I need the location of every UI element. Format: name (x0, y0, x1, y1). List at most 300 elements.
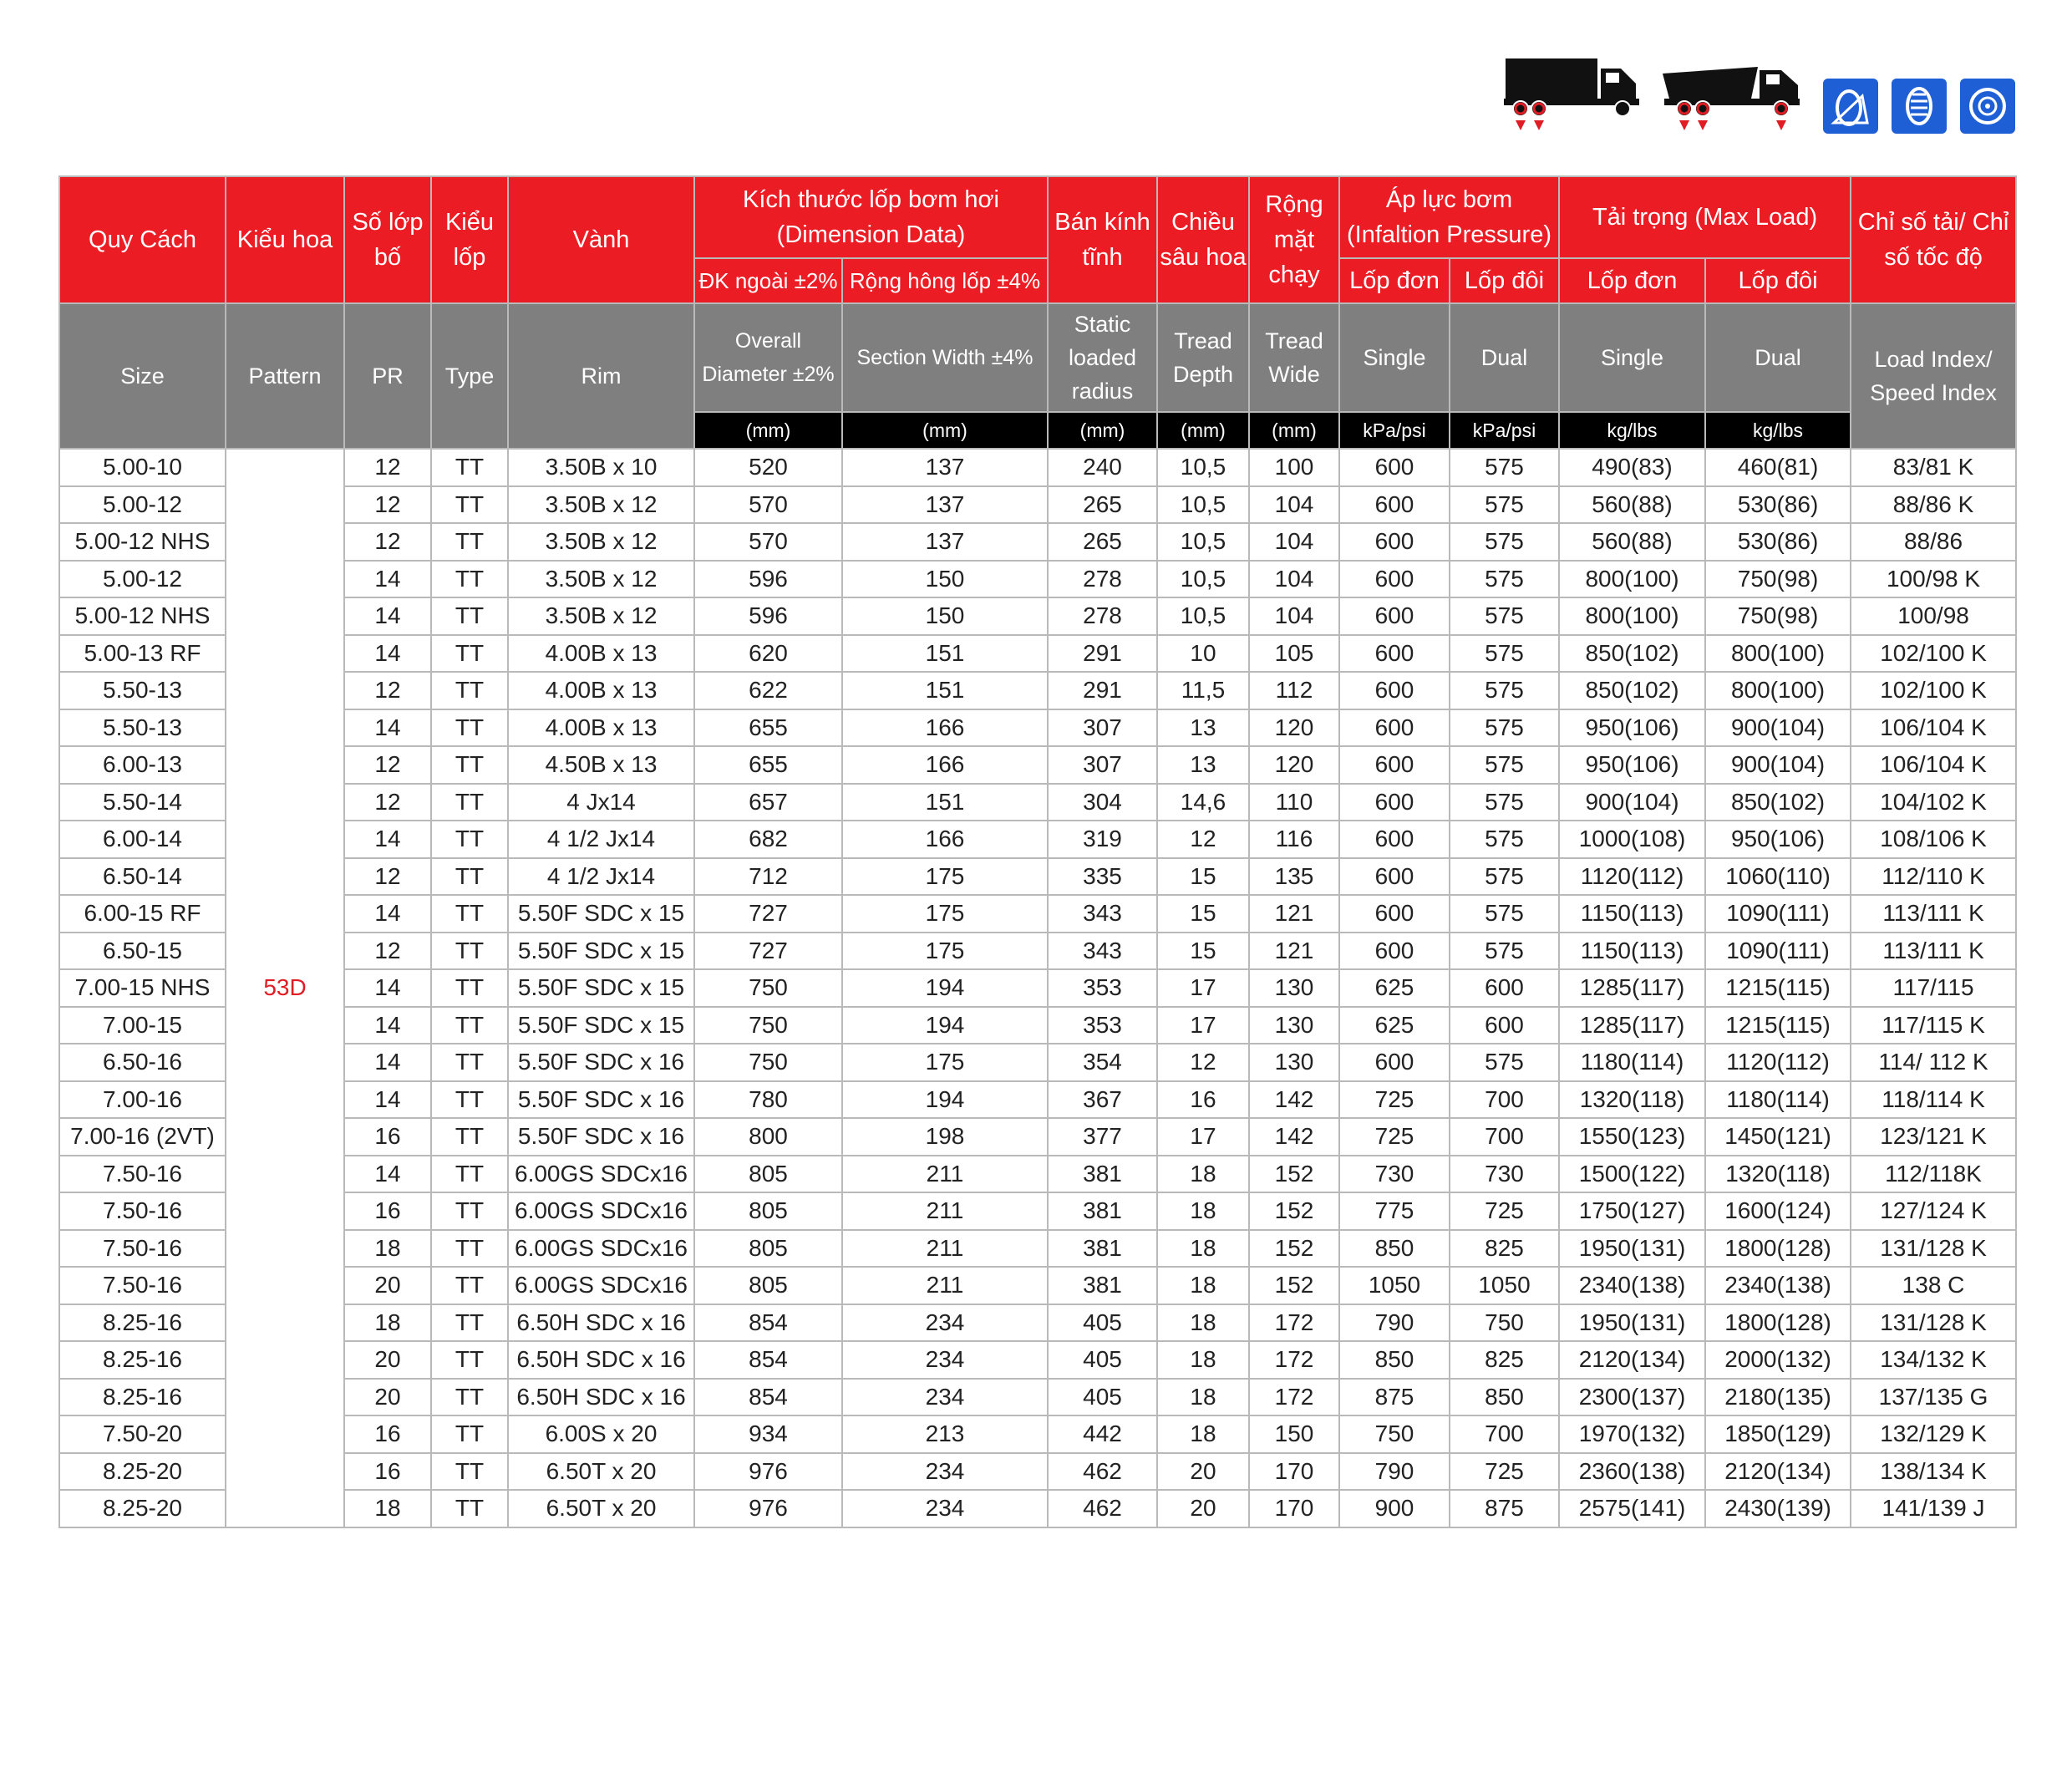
cell-rim: 6.50T x 20 (508, 1490, 694, 1527)
table-row (59, 1044, 2016, 1081)
cell-pr: 14 (344, 895, 431, 933)
cell-tread-depth: 20 (1157, 1453, 1249, 1491)
cell-pressure-single: 725 (1339, 1118, 1450, 1156)
cell-tread-depth: 10,5 (1157, 449, 1249, 486)
cell-pr: 20 (344, 1379, 431, 1416)
cell-pr: 14 (344, 1007, 431, 1044)
cell-tread-wide: 130 (1249, 1007, 1339, 1044)
cell-section-width: 137 (842, 449, 1048, 486)
cell-tread-wide: 100 (1249, 449, 1339, 486)
cell-section-width: 211 (842, 1230, 1048, 1268)
cell-static-radius: 307 (1048, 709, 1157, 747)
cell-load-speed-index: 127/124 K (1851, 1192, 2016, 1230)
cell-load-single: 1500(122) (1559, 1156, 1705, 1193)
cell-load-dual: 460(81) (1705, 449, 1851, 486)
cell-load-single: 1285(117) (1559, 969, 1705, 1007)
cell-pr: 12 (344, 858, 431, 896)
cell-pressure-dual: 730 (1450, 1156, 1559, 1193)
cell-section-width: 234 (842, 1490, 1048, 1527)
cell-load-speed-index: 117/115 (1851, 969, 2016, 1007)
header-pressure-single-vi: Lốp đơn (1339, 258, 1450, 303)
cell-tread-wide: 152 (1249, 1267, 1339, 1304)
table-row (59, 1007, 2016, 1044)
cell-load-speed-index: 113/111 K (1851, 895, 2016, 933)
cell-load-dual: 1320(118) (1705, 1156, 1851, 1193)
tire-spec-table (58, 175, 2017, 1528)
cell-static-radius: 335 (1048, 858, 1157, 896)
cell-pressure-single: 625 (1339, 969, 1450, 1007)
cell-pressure-dual: 875 (1450, 1490, 1559, 1527)
unit-wide: (mm) (1249, 412, 1339, 449)
cell-static-radius: 381 (1048, 1192, 1157, 1230)
table-row (59, 1118, 2016, 1156)
cell-size: 8.25-20 (59, 1453, 226, 1491)
cell-pressure-dual: 575 (1450, 1044, 1559, 1081)
cell-load-speed-index: 83/81 K (1851, 449, 2016, 486)
cell-tread-wide: 121 (1249, 895, 1339, 933)
cell-static-radius: 265 (1048, 486, 1157, 524)
cell-overall-diameter: 976 (694, 1490, 842, 1527)
cell-tread-wide: 172 (1249, 1379, 1339, 1416)
cell-pressure-single: 790 (1339, 1453, 1450, 1491)
cell-tread-depth: 18 (1157, 1156, 1249, 1193)
cell-pr: 18 (344, 1304, 431, 1342)
cell-pressure-dual: 575 (1450, 523, 1559, 561)
cell-static-radius: 291 (1048, 672, 1157, 709)
cell-pressure-dual: 575 (1450, 672, 1559, 709)
cell-pressure-dual: 575 (1450, 561, 1559, 598)
cell-load-speed-index: 113/111 K (1851, 933, 2016, 970)
cell-section-width: 175 (842, 1044, 1048, 1081)
cell-tread-depth: 14,6 (1157, 784, 1249, 821)
cell-type: TT (431, 1007, 508, 1044)
cell-pressure-dual: 575 (1450, 933, 1559, 970)
cell-static-radius: 462 (1048, 1490, 1157, 1527)
cell-pr: 14 (344, 635, 431, 673)
cell-pr: 16 (344, 1192, 431, 1230)
cell-pressure-single: 600 (1339, 895, 1450, 933)
table-row (59, 746, 2016, 784)
cell-type: TT (431, 561, 508, 598)
table-row (59, 858, 2016, 896)
cell-tread-wide: 116 (1249, 821, 1339, 858)
cell-static-radius: 304 (1048, 784, 1157, 821)
cell-tread-wide: 104 (1249, 486, 1339, 524)
cell-section-width: 194 (842, 1007, 1048, 1044)
cell-section-width: 137 (842, 523, 1048, 561)
cell-load-single: 560(88) (1559, 486, 1705, 524)
cell-overall-diameter: 570 (694, 523, 842, 561)
cell-overall-diameter: 800 (694, 1118, 842, 1156)
cell-tread-wide: 120 (1249, 746, 1339, 784)
cell-load-dual: 1120(112) (1705, 1044, 1851, 1081)
cell-static-radius: 265 (1048, 523, 1157, 561)
cell-rim: 5.50F SDC x 15 (508, 895, 694, 933)
cell-pressure-single: 600 (1339, 561, 1450, 598)
table-row (59, 969, 2016, 1007)
cell-overall-diameter: 976 (694, 1453, 842, 1491)
cell-static-radius: 354 (1048, 1044, 1157, 1081)
header-size-en: Size (59, 303, 226, 449)
cell-load-single: 2575(141) (1559, 1490, 1705, 1527)
cell-load-single: 1970(132) (1559, 1415, 1705, 1453)
cell-type: TT (431, 746, 508, 784)
cell-load-speed-index: 132/129 K (1851, 1415, 2016, 1453)
cell-pressure-single: 600 (1339, 597, 1450, 635)
cell-load-single: 1180(114) (1559, 1044, 1705, 1081)
cell-pr: 18 (344, 1230, 431, 1268)
cell-pressure-dual: 575 (1450, 449, 1559, 486)
cell-pressure-dual: 725 (1450, 1453, 1559, 1491)
cell-size: 7.50-16 (59, 1230, 226, 1268)
cell-load-single: 1950(131) (1559, 1304, 1705, 1342)
cell-type: TT (431, 1490, 508, 1527)
header-load-vi: Tải trọng (Max Load) (1559, 176, 1851, 258)
table-row (59, 1156, 2016, 1193)
cell-rim: 3.50B x 10 (508, 449, 694, 486)
header-load-dual-en: Dual (1705, 303, 1851, 412)
cell-pressure-dual: 600 (1450, 969, 1559, 1007)
cell-load-dual: 1215(115) (1705, 1007, 1851, 1044)
unit-od: (mm) (694, 412, 842, 449)
cell-size: 7.50-16 (59, 1267, 226, 1304)
cell-load-single: 850(102) (1559, 635, 1705, 673)
cell-section-width: 194 (842, 1081, 1048, 1119)
cell-load-dual: 1850(129) (1705, 1415, 1851, 1453)
table-row (59, 635, 2016, 673)
cell-pr: 16 (344, 1453, 431, 1491)
cell-size: 5.00-13 RF (59, 635, 226, 673)
cell-load-dual: 2430(139) (1705, 1490, 1851, 1527)
cell-section-width: 151 (842, 784, 1048, 821)
cell-pressure-single: 625 (1339, 1007, 1450, 1044)
cell-section-width: 234 (842, 1304, 1048, 1342)
table-row (59, 1490, 2016, 1527)
cell-tread-wide: 152 (1249, 1192, 1339, 1230)
cell-load-dual: 1180(114) (1705, 1081, 1851, 1119)
header-size-vi: Quy Cách (59, 176, 226, 303)
cell-pr: 14 (344, 597, 431, 635)
cell-overall-diameter: 750 (694, 1044, 842, 1081)
cell-pressure-single: 900 (1339, 1490, 1450, 1527)
cell-type: TT (431, 449, 508, 486)
cell-load-single: 800(100) (1559, 597, 1705, 635)
cell-pressure-single: 790 (1339, 1304, 1450, 1342)
cell-rim: 4.00B x 13 (508, 635, 694, 673)
cell-overall-diameter: 655 (694, 746, 842, 784)
cell-tread-depth: 10 (1157, 635, 1249, 673)
header-pr-en: PR (344, 303, 431, 449)
cell-tread-depth: 15 (1157, 858, 1249, 896)
cell-load-speed-index: 123/121 K (1851, 1118, 2016, 1156)
cell-load-single: 490(83) (1559, 449, 1705, 486)
cell-size: 7.50-16 (59, 1192, 226, 1230)
cell-overall-diameter: 520 (694, 449, 842, 486)
cell-type: TT (431, 1156, 508, 1193)
header-sw-en: Section Width ±4% (842, 303, 1048, 412)
cell-size: 7.00-15 (59, 1007, 226, 1044)
cell-rim: 6.00GS SDCx16 (508, 1192, 694, 1230)
cell-pressure-single: 725 (1339, 1081, 1450, 1119)
cell-pressure-single: 600 (1339, 1044, 1450, 1081)
cell-load-single: 1320(118) (1559, 1081, 1705, 1119)
cell-pr: 14 (344, 821, 431, 858)
tread-tire-icon (1892, 79, 1947, 134)
cell-tread-depth: 18 (1157, 1267, 1249, 1304)
cell-tread-depth: 12 (1157, 1044, 1249, 1081)
cell-pr: 14 (344, 561, 431, 598)
cell-size: 8.25-16 (59, 1341, 226, 1379)
cell-tread-depth: 11,5 (1157, 672, 1249, 709)
cell-pressure-dual: 575 (1450, 821, 1559, 858)
cell-rim: 3.50B x 12 (508, 561, 694, 598)
cell-tread-depth: 10,5 (1157, 597, 1249, 635)
cell-pressure-dual: 575 (1450, 709, 1559, 747)
cell-size: 8.25-16 (59, 1379, 226, 1416)
table-row (59, 449, 2016, 486)
cell-load-dual: 800(100) (1705, 672, 1851, 709)
cell-pressure-dual: 700 (1450, 1415, 1559, 1453)
cell-rim: 4 Jx14 (508, 784, 694, 821)
cell-overall-diameter: 620 (694, 635, 842, 673)
cell-load-speed-index: 138 C (1851, 1267, 2016, 1304)
cell-tread-depth: 12 (1157, 821, 1249, 858)
cell-static-radius: 353 (1048, 969, 1157, 1007)
cell-pr: 20 (344, 1267, 431, 1304)
cell-section-width: 234 (842, 1453, 1048, 1491)
cell-pressure-single: 600 (1339, 635, 1450, 673)
truck-icon (1504, 50, 1646, 134)
table-row (59, 1267, 2016, 1304)
header-type-vi: Kiểu lốp (431, 176, 508, 303)
cell-overall-diameter: 712 (694, 858, 842, 896)
cell-pr: 12 (344, 523, 431, 561)
cell-pressure-dual: 575 (1450, 858, 1559, 896)
cell-rim: 6.50H SDC x 16 (508, 1379, 694, 1416)
cell-load-dual: 850(102) (1705, 784, 1851, 821)
table-body (59, 449, 2016, 1527)
cell-tread-wide: 172 (1249, 1304, 1339, 1342)
cell-pr: 12 (344, 486, 431, 524)
table-row (59, 1304, 2016, 1342)
cell-section-width: 194 (842, 969, 1048, 1007)
cell-pressure-dual: 825 (1450, 1341, 1559, 1379)
cell-tread-wide: 104 (1249, 523, 1339, 561)
cell-pressure-dual: 700 (1450, 1118, 1559, 1156)
cell-section-width: 150 (842, 597, 1048, 635)
cell-type: TT (431, 821, 508, 858)
cell-pressure-dual: 575 (1450, 746, 1559, 784)
table-row (59, 709, 2016, 747)
header-pr-vi: Số lớp bố (344, 176, 431, 303)
cell-load-dual: 1215(115) (1705, 969, 1851, 1007)
table-row (59, 597, 2016, 635)
cell-pressure-single: 600 (1339, 709, 1450, 747)
cell-rim: 6.50H SDC x 16 (508, 1341, 694, 1379)
cell-tread-depth: 15 (1157, 933, 1249, 970)
cell-load-single: 900(104) (1559, 784, 1705, 821)
cell-size: 7.00-16 (59, 1081, 226, 1119)
cell-overall-diameter: 805 (694, 1156, 842, 1193)
header-load-dual-vi: Lốp đôi (1705, 258, 1851, 303)
cell-rim: 3.50B x 12 (508, 523, 694, 561)
cell-load-dual: 2120(134) (1705, 1453, 1851, 1491)
cell-size: 5.50-13 (59, 672, 226, 709)
cell-section-width: 166 (842, 709, 1048, 747)
unit-load-single: kg/lbs (1559, 412, 1705, 449)
cell-pressure-dual: 725 (1450, 1192, 1559, 1230)
cell-size: 5.00-12 NHS (59, 597, 226, 635)
cell-load-speed-index: 118/114 K (1851, 1081, 2016, 1119)
cell-static-radius: 278 (1048, 597, 1157, 635)
cell-section-width: 175 (842, 895, 1048, 933)
cell-section-width: 150 (842, 561, 1048, 598)
cell-tread-wide: 110 (1249, 784, 1339, 821)
header-od-vi: ĐK ngoài ±2% (694, 258, 842, 303)
cell-pressure-single: 750 (1339, 1415, 1450, 1453)
cell-overall-diameter: 727 (694, 895, 842, 933)
cell-rim: 5.50F SDC x 16 (508, 1044, 694, 1081)
cell-section-width: 137 (842, 486, 1048, 524)
cell-load-single: 2120(134) (1559, 1341, 1705, 1379)
cell-tread-depth: 17 (1157, 969, 1249, 1007)
cell-tread-wide: 135 (1249, 858, 1339, 896)
cell-tread-depth: 18 (1157, 1192, 1249, 1230)
unit-sw: (mm) (842, 412, 1048, 449)
header-dimension-vi: Kích thước lốp bơm hơi (Dimension Data) (694, 176, 1048, 258)
cell-size: 7.00-15 NHS (59, 969, 226, 1007)
cell-pressure-single: 600 (1339, 784, 1450, 821)
table-row (59, 486, 2016, 524)
cell-load-speed-index: 138/134 K (1851, 1453, 2016, 1491)
header-index-en: Load Index/ Speed Index (1851, 303, 2016, 449)
cell-pr: 16 (344, 1118, 431, 1156)
header-rim-en: Rim (508, 303, 694, 449)
cell-static-radius: 319 (1048, 821, 1157, 858)
cell-section-width: 151 (842, 672, 1048, 709)
cell-load-dual: 2180(135) (1705, 1379, 1851, 1416)
cell-tread-wide: 172 (1249, 1341, 1339, 1379)
cell-overall-diameter: 805 (694, 1192, 842, 1230)
cell-overall-diameter: 596 (694, 561, 842, 598)
table-row (59, 672, 2016, 709)
cell-load-speed-index: 112/110 K (1851, 858, 2016, 896)
rim-tire-icon (1960, 79, 2015, 134)
cell-type: TT (431, 523, 508, 561)
cell-type: TT (431, 1230, 508, 1268)
cell-pr: 14 (344, 709, 431, 747)
cell-static-radius: 240 (1048, 449, 1157, 486)
cell-type: TT (431, 933, 508, 970)
cell-tread-depth: 18 (1157, 1230, 1249, 1268)
cell-pr: 12 (344, 784, 431, 821)
cell-overall-diameter: 657 (694, 784, 842, 821)
cell-static-radius: 381 (1048, 1156, 1157, 1193)
cell-overall-diameter: 854 (694, 1341, 842, 1379)
header-rim-vi: Vành (508, 176, 694, 303)
cell-load-dual: 750(98) (1705, 597, 1851, 635)
cell-pressure-single: 600 (1339, 933, 1450, 970)
cell-load-single: 2340(138) (1559, 1267, 1705, 1304)
cell-type: TT (431, 1267, 508, 1304)
cell-rim: 5.50F SDC x 16 (508, 1118, 694, 1156)
cell-size: 7.50-16 (59, 1156, 226, 1193)
cell-load-speed-index: 106/104 K (1851, 746, 2016, 784)
cell-type: TT (431, 1192, 508, 1230)
cell-pressure-single: 600 (1339, 523, 1450, 561)
cell-rim: 5.50F SDC x 16 (508, 1081, 694, 1119)
cell-load-dual: 1090(111) (1705, 933, 1851, 970)
cell-pr: 14 (344, 969, 431, 1007)
cell-type: TT (431, 1341, 508, 1379)
header-radius-en: Static loaded radius (1048, 303, 1157, 412)
cell-type: TT (431, 635, 508, 673)
header-od-en: Overall Diameter ±2% (694, 303, 842, 412)
cell-pressure-single: 1050 (1339, 1267, 1450, 1304)
cell-pressure-single: 600 (1339, 486, 1450, 524)
cell-load-dual: 900(104) (1705, 746, 1851, 784)
cell-load-single: 800(100) (1559, 561, 1705, 598)
cell-static-radius: 462 (1048, 1453, 1157, 1491)
cell-load-single: 950(106) (1559, 746, 1705, 784)
cell-tread-depth: 13 (1157, 709, 1249, 747)
cell-pressure-single: 730 (1339, 1156, 1450, 1193)
cell-size: 6.00-14 (59, 821, 226, 858)
cell-tread-depth: 16 (1157, 1081, 1249, 1119)
cell-tread-depth: 17 (1157, 1007, 1249, 1044)
cell-tread-depth: 13 (1157, 746, 1249, 784)
cell-pr: 14 (344, 1044, 431, 1081)
cell-tread-depth: 18 (1157, 1304, 1249, 1342)
cell-load-single: 1000(108) (1559, 821, 1705, 858)
cell-tread-wide: 152 (1249, 1156, 1339, 1193)
cell-overall-diameter: 727 (694, 933, 842, 970)
cell-section-width: 198 (842, 1118, 1048, 1156)
cell-type: TT (431, 1304, 508, 1342)
cell-pressure-dual: 750 (1450, 1304, 1559, 1342)
cell-load-speed-index: 88/86 (1851, 523, 2016, 561)
cell-load-single: 1150(113) (1559, 895, 1705, 933)
cell-load-single: 2360(138) (1559, 1453, 1705, 1491)
cell-load-single: 1750(127) (1559, 1192, 1705, 1230)
cell-load-dual: 1090(111) (1705, 895, 1851, 933)
cell-size: 7.50-20 (59, 1415, 226, 1453)
cell-load-speed-index: 106/104 K (1851, 709, 2016, 747)
cell-load-single: 1950(131) (1559, 1230, 1705, 1268)
cell-pressure-dual: 575 (1450, 635, 1559, 673)
cell-static-radius: 442 (1048, 1415, 1157, 1453)
cell-pressure-dual: 575 (1450, 784, 1559, 821)
cell-type: TT (431, 858, 508, 896)
cell-rim: 4.00B x 13 (508, 672, 694, 709)
cell-rim: 4 1/2 Jx14 (508, 821, 694, 858)
header-pressure-dual-en: Dual (1450, 303, 1559, 412)
cell-rim: 5.50F SDC x 15 (508, 969, 694, 1007)
cell-tread-wide: 170 (1249, 1453, 1339, 1491)
cell-load-single: 950(106) (1559, 709, 1705, 747)
cell-pressure-dual: 600 (1450, 1007, 1559, 1044)
cell-load-dual: 530(86) (1705, 523, 1851, 561)
header-pressure-single-en: Single (1339, 303, 1450, 412)
cell-load-speed-index: 141/139 J (1851, 1490, 2016, 1527)
cell-rim: 3.50B x 12 (508, 597, 694, 635)
cell-load-speed-index: 102/100 K (1851, 672, 2016, 709)
cell-load-dual: 1450(121) (1705, 1118, 1851, 1156)
cell-tread-wide: 104 (1249, 597, 1339, 635)
cell-pr: 12 (344, 746, 431, 784)
cell-size: 5.50-13 (59, 709, 226, 747)
cell-type: TT (431, 1379, 508, 1416)
